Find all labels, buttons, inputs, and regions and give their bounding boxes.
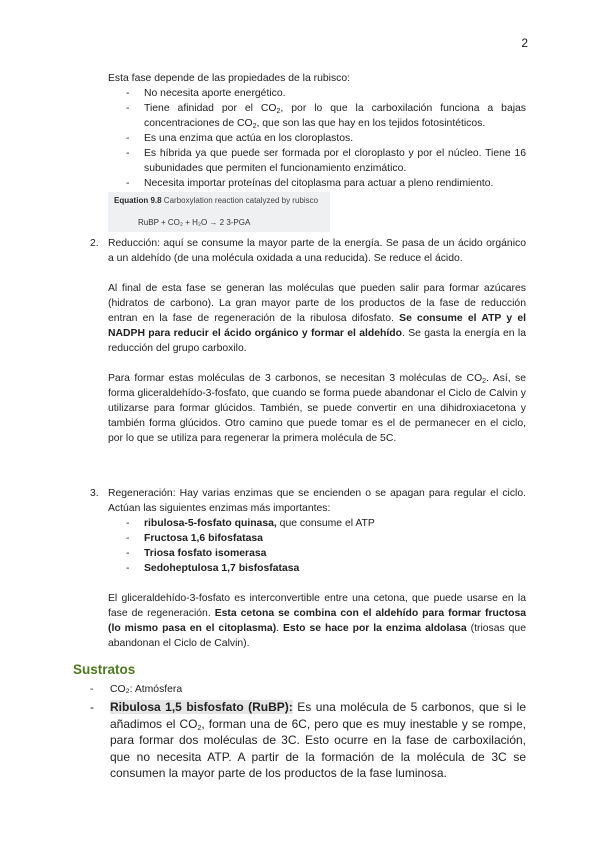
sustratos-list — [90, 682, 526, 782]
enzymes-list — [126, 516, 526, 576]
list-item: - ribulosa-5-fosfato quinasa, que consume el ATP — [126, 516, 526, 531]
regeneration-paragraph: El gliceraldehído-3-fosfato es interconvertible entre una cetona, que puede usarse en la fase de regeneración. Esta cetona se combina con el aldehído para formar fructosa (lo mismo pasa en el citoplasma). Esto se hace por la enzima aldolasa (triosas que abandonan el Ciclo de Calvin). — [108, 593, 526, 649]
list-item: - No necesita aporte energético. — [126, 86, 526, 101]
list-item: - Sedoheptulosa 1,7 bisfosfatasa — [126, 561, 526, 576]
intro-text: Esta fase depende de las propiedades de la rubisco: — [108, 73, 351, 84]
reduction-text: Reducción: aquí se consume la mayor parte de la energía. Se pasa de un ácido orgánico a un aldehído (de una molécula oxidada a una reducida). Se reduce el ácido. — [108, 238, 526, 264]
item-regeneration — [90, 486, 526, 651]
list-item: - Tiene afinidad por el $CO_2$, por lo que la carboxilación funciona a bajas concentraciones de $CO_2$, que son las que hay en los tejidos fotosintéticos. — [126, 101, 526, 131]
reduction-paragraph-2: Para formar estas moléculas de 3 carbonos, se necesitan 3 moléculas de $CO_2$. Así, se forma gliceraldehído-3-fosfato, que cuando se forma puede abandonar el Ciclo de Calvin y utilizarse para formar glúcidos. También, se puede convertir en una dihidroxiacetona y también forma glúcidos. Otro camino que puede tomar es el de permanecer en el ciclo, por lo que se utiliza para regenerar la primera molécula de 5C. — [108, 373, 526, 444]
regeneration-text: Regeneración: Hay varias enzimas que se encienden o se apagan para regular el ciclo. Actúan las siguientes enzimas más importantes: — [108, 488, 526, 514]
list-item: - Triosa fosfato isomerasa — [126, 546, 526, 561]
list-item: - Fructosa 1,6 bifosfatasa — [126, 531, 526, 546]
list-item: - Ribulosa 1,5 bisfosfato (RuBP): Es una molécula de 5 carbonos, que si le añadimos el $CO_2$, forman una de 6C, pero que es muy inestable y se rompe, para formar dos moléculas de 3C. Esto ocurre en la fase de carboxilación, que no necesita ATP. A partir de la formación de la molécula de 3C se consumen la mayor parte de los productos de la fase luminosa. — [90, 699, 526, 782]
rubisco-properties-list — [126, 86, 526, 191]
item-reduction — [90, 236, 526, 446]
equation-figure — [108, 192, 330, 232]
list-item: - CO₂: Atmósfera — [90, 682, 526, 697]
equation-formula: RuBP + CO₂ + H₂O → 2 3-PGA — [138, 218, 251, 227]
equation-label: Equation 9.8 Carboxylation reaction catalyzed by rubisco — [114, 196, 319, 205]
page-number: 2 — [521, 36, 528, 50]
item-number: 3. — [90, 488, 99, 499]
list-item: - Necesita importar proteínas del citoplasma para actuar a pleno rendimiento. — [126, 176, 526, 191]
section-heading: Sustratos — [73, 662, 136, 677]
item-number: 2. — [90, 238, 99, 249]
list-item: - Es una enzima que actúa en los cloroplastos. — [126, 131, 526, 146]
reduction-paragraph-1: Al final de esta fase se generan las moléculas que pueden salir para formar azúcares (hidratos de carbono). La gran mayor parte de los productos de la fase de reducción entran en la fase de regeneración de la ribulosa difosfato. Se consume el ATP y el NADPH para reducir el ácido orgánico y formar el aldehído. Se gasta la energía en la reducción del grupo carboxilo. — [108, 283, 527, 354]
list-item: - Es híbrida ya que puede ser formada por el cloroplasto y por el núcleo. Tiene 16 subunidades que permiten el funcionamiento enzimático. — [126, 146, 526, 176]
